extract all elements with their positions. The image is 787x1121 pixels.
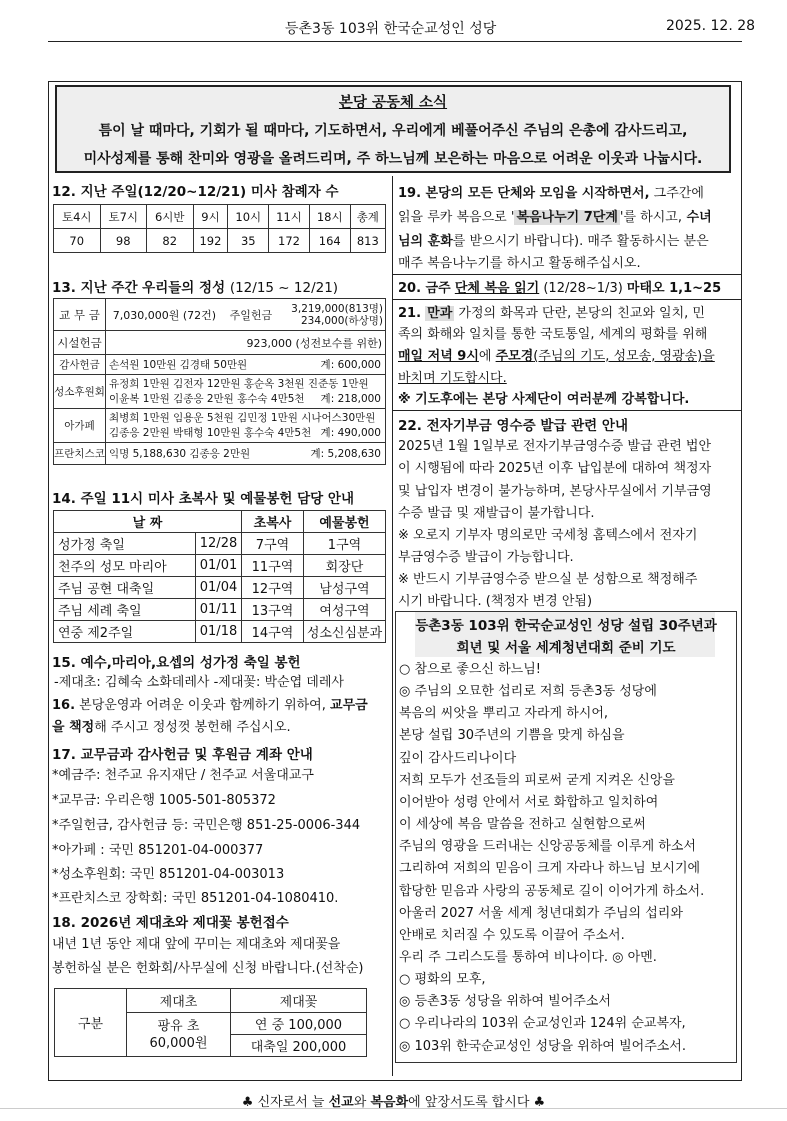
s18-line-1: 내년 1년 동안 제대 앞에 꾸미는 제대초와 제대꽃을 bbox=[52, 937, 341, 952]
s21-line-3 bbox=[398, 346, 715, 367]
s13-names: 손석원 10만원 김경태 50만원 bbox=[109, 359, 248, 371]
s17-account-line: *주일헌금, 감사헌금 등: 국민은행 851-25-0006-344 bbox=[52, 818, 361, 833]
page-header-title: 등촌3동 103위 한국순교성인 성당 bbox=[285, 21, 497, 37]
footer-emph: 복음화 bbox=[370, 1095, 409, 1110]
s22-line: ※ 반드시 기부금영수증 받으실 분 성함으로 책정해주 bbox=[398, 572, 698, 587]
table-row bbox=[55, 989, 367, 1013]
s14-cell: 11구역 bbox=[242, 555, 304, 577]
s13-value: 7,030,000원 (72건) bbox=[106, 299, 223, 331]
s16-line-1 bbox=[52, 695, 368, 716]
prayer-line: ◎ 103위 한국순교성인 성당을 위하여 빌어주소서. bbox=[399, 1039, 686, 1054]
s14-cell: 01/04 bbox=[196, 577, 242, 599]
s13-label: 성소후원회 bbox=[54, 375, 106, 409]
s15-line: -제대초: 김혜숙 소화데레사 -제대꽃: 박순엽 데레사 bbox=[54, 675, 344, 690]
s13-period: (12/15 ~ 12/21) bbox=[229, 280, 339, 296]
s22-line: 부금영수증 발급이 가능합니다. bbox=[398, 550, 574, 565]
s21-emph: 주모경 bbox=[495, 349, 534, 364]
s22-line: 시기 바랍니다. (책정자 변경 안됨) bbox=[398, 594, 593, 609]
s16-emph: 교무금 bbox=[330, 698, 368, 713]
s12-table bbox=[53, 204, 386, 253]
prayer-line: 이어받아 성령 안에서 서로 화합하고 일치하여 bbox=[399, 795, 659, 810]
s14-cell: 성소신심분과 bbox=[304, 621, 386, 643]
s13-names: 김종응 2만원 박태형 10만원 홍수숙 4만5천 bbox=[109, 426, 312, 439]
s12-header-cell: 10시 bbox=[228, 205, 269, 229]
s18-cell bbox=[127, 1013, 231, 1057]
s14-cell: 01/11 bbox=[196, 599, 242, 621]
s14-cell: 13구역 bbox=[242, 599, 304, 621]
s18-cell: 제대초 bbox=[127, 989, 231, 1013]
footer-text: 와 bbox=[353, 1095, 371, 1110]
footer-text: 에 앞장서도록 합시다 ♣ bbox=[408, 1095, 546, 1110]
s20-emph: 단체 복음 읽기 bbox=[454, 281, 540, 296]
s20-lead: 20. 금주 bbox=[398, 281, 451, 296]
rule bbox=[392, 299, 742, 300]
s14-cell: 14구역 bbox=[242, 621, 304, 643]
prayer-line: 깊이 감사드리나이다 bbox=[399, 751, 517, 766]
s17-account-line: *아가페 : 국민 851201-04-000377 bbox=[52, 843, 264, 858]
s12-value-cell: 164 bbox=[309, 229, 350, 253]
s12-value-cell: 35 bbox=[228, 229, 269, 253]
s21-emph: 만과 bbox=[427, 306, 453, 321]
table-row bbox=[54, 511, 386, 533]
s14-table bbox=[53, 510, 386, 643]
s12-header-cell: 6시반 bbox=[147, 205, 194, 229]
s20-period: (12/28~1/3) bbox=[543, 281, 623, 296]
s21-line-1 bbox=[398, 303, 705, 324]
s18-line-2: 봉헌하실 분은 헌화회/사무실에 신청 바랍니다.(선착순) bbox=[52, 961, 364, 976]
s21-text: (주님의 기도, 성모송, 영광송)을 bbox=[533, 349, 715, 364]
s13-value: 923,000 (성전보수를 위한) bbox=[106, 331, 386, 355]
prayer-line: 우리 주 그리스도를 통하여 비나이다. ◎ 아멘. bbox=[399, 950, 657, 965]
prayer-title-2: 희년 및 서울 세계청년대회 준비 기도 bbox=[456, 640, 676, 656]
s14-cell: 주님 공현 대축일 bbox=[54, 577, 196, 599]
s19-lead: 19. 본당의 모든 단체와 모임을 시작하면서, bbox=[398, 186, 650, 201]
news-line-2: 미사성제를 통해 찬미와 영광을 올려드리며, 주 하느님께 보은하는 마음으로 어려운 이웃과 나눕시다. bbox=[83, 151, 703, 167]
s13-value bbox=[106, 355, 386, 375]
s19-line-4: 매주 복음나누기를 하시고 활동해주십시오. bbox=[398, 256, 641, 271]
footer-emph: 선교 bbox=[328, 1095, 354, 1110]
s14-header-cell: 예물봉헌 bbox=[304, 511, 386, 533]
s19-line-3 bbox=[398, 231, 709, 252]
prayer-line: 주님의 영광을 드러내는 신앙공동체를 이루게 하소서 bbox=[399, 839, 696, 854]
s14-cell: 12/28 bbox=[196, 533, 242, 555]
s19-emph: 복음나누기 7단계 bbox=[516, 210, 618, 225]
header-rule bbox=[48, 41, 742, 42]
s21-lead: 21. bbox=[398, 306, 422, 321]
s13-names: 유정희 1만원 김전자 12만원 홍순옥 3천원 진준동 1만원 bbox=[109, 377, 369, 390]
s13-names-row bbox=[109, 426, 385, 441]
page-header-date: 2025. 12. 28 bbox=[666, 18, 756, 34]
s14-cell: 연중 제2주일 bbox=[54, 621, 196, 643]
s21-emph: 매일 저녁 9시 bbox=[398, 349, 479, 364]
s21-line-2: 족의 화해와 일치를 통한 국토통일, 세계의 평화를 위해 bbox=[398, 327, 708, 342]
prayer-line: ○ 우리나라의 103위 순교성인과 124위 순교복자, bbox=[399, 1016, 686, 1031]
s14-cell: 성가정 축일 bbox=[54, 533, 196, 555]
s12-header-cell: 토4시 bbox=[54, 205, 101, 229]
s13-names: 익명 5,188,630 김종응 2만원 bbox=[109, 448, 251, 460]
s17-title: 17. 교무금과 감사헌금 및 후원금 계좌 안내 bbox=[52, 747, 313, 763]
news-box bbox=[55, 85, 731, 173]
s13-names-row bbox=[109, 392, 385, 407]
s14-cell: 12구역 bbox=[242, 577, 304, 599]
s12-value-cell: 98 bbox=[100, 229, 147, 253]
prayer-line: 아울러 2027 서울 세계 청년대회가 주님의 섭리와 bbox=[399, 906, 683, 921]
s22-line: 및 납입자 변경이 불가능하며, 본당사무실에서 기부금영 bbox=[398, 484, 712, 499]
table-row bbox=[54, 299, 386, 331]
s19-text: 읽을 루카 복음으로 ' bbox=[398, 210, 515, 225]
prayer-line: 안배로 치러질 수 있도록 이끌어 주소서. bbox=[399, 928, 625, 943]
s13-label: 시설헌금 bbox=[54, 331, 106, 355]
s13-value bbox=[106, 443, 386, 465]
s14-cell: 01/01 bbox=[196, 555, 242, 577]
s12-header-cell: 11시 bbox=[269, 205, 310, 229]
s21-line-4: 바치며 기도합시다. bbox=[398, 371, 507, 386]
s16-emph: 을 책정 bbox=[52, 720, 95, 735]
s13-label: 주일헌금 bbox=[223, 299, 279, 331]
prayer-line: 이 세상에 복음 말씀을 전하고 실현함으로써 bbox=[399, 817, 646, 832]
prayer-line: 그리하여 저희의 믿음이 크게 자라나 하느님 보시기에 bbox=[399, 861, 701, 876]
s14-cell: 회장단 bbox=[304, 555, 386, 577]
s13-label: 프란치스코 bbox=[54, 443, 106, 465]
s13-value-line: 234,000(하상명) bbox=[300, 314, 383, 327]
prayer-line: 저희 모두가 선조들의 피로써 굳게 지켜온 신앙을 bbox=[399, 773, 675, 788]
s20-reading: 마태오 1,1~25 bbox=[626, 281, 722, 296]
s19-emph: 수녀 bbox=[682, 210, 712, 225]
table-row bbox=[54, 577, 386, 599]
s12-value-cell: 70 bbox=[54, 229, 101, 253]
table-row bbox=[54, 599, 386, 621]
s13-title-text: 13. 지난 주간 우리들의 정성 bbox=[52, 280, 226, 296]
s17-account-line: *예금주: 천주교 유지재단 / 천주교 서울대교구 bbox=[52, 768, 314, 783]
table-row bbox=[54, 443, 386, 465]
s12-value-cell: 192 bbox=[193, 229, 228, 253]
s18-cell: 연 중 100,000 bbox=[231, 1013, 367, 1035]
s19-text: 그주간에 bbox=[649, 186, 704, 201]
s19-line-1 bbox=[398, 183, 704, 204]
bottom-rule bbox=[0, 1108, 787, 1109]
prayer-title-1: 등촌3동 103위 한국순교성인 성당 설립 30주년과 bbox=[415, 618, 717, 634]
s14-cell: 1구역 bbox=[304, 533, 386, 555]
s14-cell: 7구역 bbox=[242, 533, 304, 555]
s19-text: '를 하시고, bbox=[619, 210, 682, 225]
s13-total: 계: 490,000 bbox=[320, 426, 381, 439]
table-row bbox=[54, 229, 386, 253]
prayer-line: 합당한 믿음과 사랑의 공동체로 길이 이어가게 하소서. bbox=[399, 884, 705, 899]
s17-account-line: *성소후원회: 국민 851201-04-003013 bbox=[52, 867, 285, 882]
s22-line: ※ 오로지 기부자 명의로만 국세청 홈텍스에서 전자기 bbox=[398, 528, 698, 543]
s13-value-line: 3,219,000(813명) bbox=[291, 302, 383, 315]
s19-emph: 님의 훈화 bbox=[398, 234, 453, 249]
prayer-line: 복음의 씨앗을 뿌리고 자라게 하시어, bbox=[399, 706, 609, 721]
prayer-line: ◎ 주님의 오묘한 섭리로 저희 등촌3동 성당에 bbox=[399, 684, 657, 699]
s12-header-cell: 9시 bbox=[193, 205, 228, 229]
s12-header-cell: 총계 bbox=[350, 205, 385, 229]
prayer-line: ○ 참으로 좋으신 하느님! bbox=[399, 662, 541, 677]
s21-line-5: ※ 기도후에는 본당 사제단이 여러분께 강복합니다. bbox=[398, 392, 690, 407]
s13-total: 계: 218,000 bbox=[320, 392, 381, 405]
news-title: 본당 공동체 소식 bbox=[338, 95, 448, 111]
column-divider bbox=[392, 176, 393, 1076]
s17-account-line: *교무금: 우리은행 1005-501-805372 bbox=[52, 793, 276, 808]
s20-line bbox=[398, 278, 721, 299]
s22-line: 수증 발급 및 재발급이 불가합니다. bbox=[398, 506, 595, 521]
s14-cell: 천주의 성모 마리아 bbox=[54, 555, 196, 577]
prayer-line: ○ 평화의 모후, bbox=[399, 972, 486, 987]
s12-header-cell: 토7시 bbox=[100, 205, 147, 229]
s14-header-cell: 초복사 bbox=[242, 511, 304, 533]
s12-value-cell: 813 bbox=[350, 229, 385, 253]
s18-cell: 제대꽃 bbox=[231, 989, 367, 1013]
s13-label: 감사헌금 bbox=[54, 355, 106, 375]
s18-value: 60,000원 bbox=[149, 1035, 208, 1051]
news-line-1: 틈이 날 때마다, 기회가 될 때마다, 기도하면서, 우리에게 베풀어주신 주님의 은총에 감사드리고, bbox=[98, 123, 688, 139]
s13-value bbox=[106, 409, 386, 443]
s19-line-2 bbox=[398, 207, 712, 228]
s16-text: 해 주시고 정성껏 봉헌해 주십시오. bbox=[94, 720, 291, 735]
prayer-line: 본당 설립 30주년의 기쁨을 맞게 하심을 bbox=[399, 728, 625, 743]
s13-value bbox=[279, 299, 386, 331]
s13-label: 교 무 금 bbox=[54, 299, 106, 331]
table-row bbox=[54, 533, 386, 555]
s16-text: 본당운영과 어려운 이웃과 함께하기 위하여, bbox=[79, 698, 326, 713]
s18-value: 팡유 초 bbox=[157, 1018, 200, 1034]
s12-header-cell: 18시 bbox=[309, 205, 350, 229]
s13-title bbox=[52, 276, 338, 296]
s14-cell: 남성구역 bbox=[304, 577, 386, 599]
s12-title: 12. 지난 주일(12/20~12/21) 미사 참례자 수 bbox=[52, 184, 339, 200]
s13-total: 계: 5,208,630 bbox=[310, 448, 381, 460]
s22-line: 이 시행됨에 따라 2025년 이후 납입분에 대하여 책정자 bbox=[398, 461, 712, 476]
table-row bbox=[54, 355, 386, 375]
table-row bbox=[54, 621, 386, 643]
s15-title: 15. 예수,마리아,요셉의 성가정 축일 봉헌 bbox=[52, 655, 301, 671]
table-row bbox=[54, 375, 386, 409]
rule bbox=[392, 274, 742, 275]
s13-label: 아가페 bbox=[54, 409, 106, 443]
s12-value-cell: 82 bbox=[147, 229, 194, 253]
s18-cell: 대축일 200,000 bbox=[231, 1035, 367, 1057]
table-row bbox=[54, 555, 386, 577]
s22-title: 22. 전자기부금 영수증 발급 관련 안내 bbox=[398, 418, 628, 434]
s13-total: 계: 600,000 bbox=[320, 359, 381, 371]
s21-text: 가정의 화목과 단란, 본당의 친교와 일치, 민 bbox=[454, 306, 705, 321]
s17-account-line: *프란치스코 장학회: 국민 851201-04-1080410. bbox=[52, 891, 339, 906]
s18-table bbox=[54, 988, 367, 1057]
prayer-line: ◎ 등촌3동 성당을 위하여 빌어주소서 bbox=[399, 994, 611, 1009]
s19-text: 를 받으시기 바랍니다). 매주 활동하시는 분은 bbox=[452, 234, 709, 249]
s16-lead: 16. bbox=[52, 698, 76, 713]
s13-value bbox=[106, 375, 386, 409]
s13-table bbox=[53, 298, 386, 465]
table-row bbox=[54, 331, 386, 355]
s12-value-cell: 172 bbox=[269, 229, 310, 253]
s21-text: 에 bbox=[478, 349, 496, 364]
table-row bbox=[54, 205, 386, 229]
s14-cell: 여성구역 bbox=[304, 599, 386, 621]
s22-line: 2025년 1월 1일부로 전자기부금영수증 발급 관련 법안 bbox=[398, 439, 712, 454]
table-row bbox=[54, 409, 386, 443]
s14-cell: 01/18 bbox=[196, 621, 242, 643]
s18-cell: 구분 bbox=[55, 989, 127, 1057]
s14-title: 14. 주일 11시 미사 초복사 및 예물봉헌 담당 안내 bbox=[52, 491, 354, 507]
s14-header-cell: 날 짜 bbox=[54, 511, 242, 533]
s14-cell: 주님 세례 축일 bbox=[54, 599, 196, 621]
s16-line-2 bbox=[52, 717, 291, 738]
footer-text: ♣ 신자로서 늘 bbox=[241, 1095, 329, 1110]
rule bbox=[392, 410, 742, 411]
s13-names: 최병희 1만원 임용운 5천원 김민정 1만원 시나어스30만원 bbox=[109, 411, 376, 424]
s18-title: 18. 2026년 제대초와 제대꽃 봉헌접수 bbox=[52, 915, 289, 931]
s13-names: 이윤복 1만원 김종응 2만원 홍수숙 4만5천 bbox=[109, 392, 305, 405]
